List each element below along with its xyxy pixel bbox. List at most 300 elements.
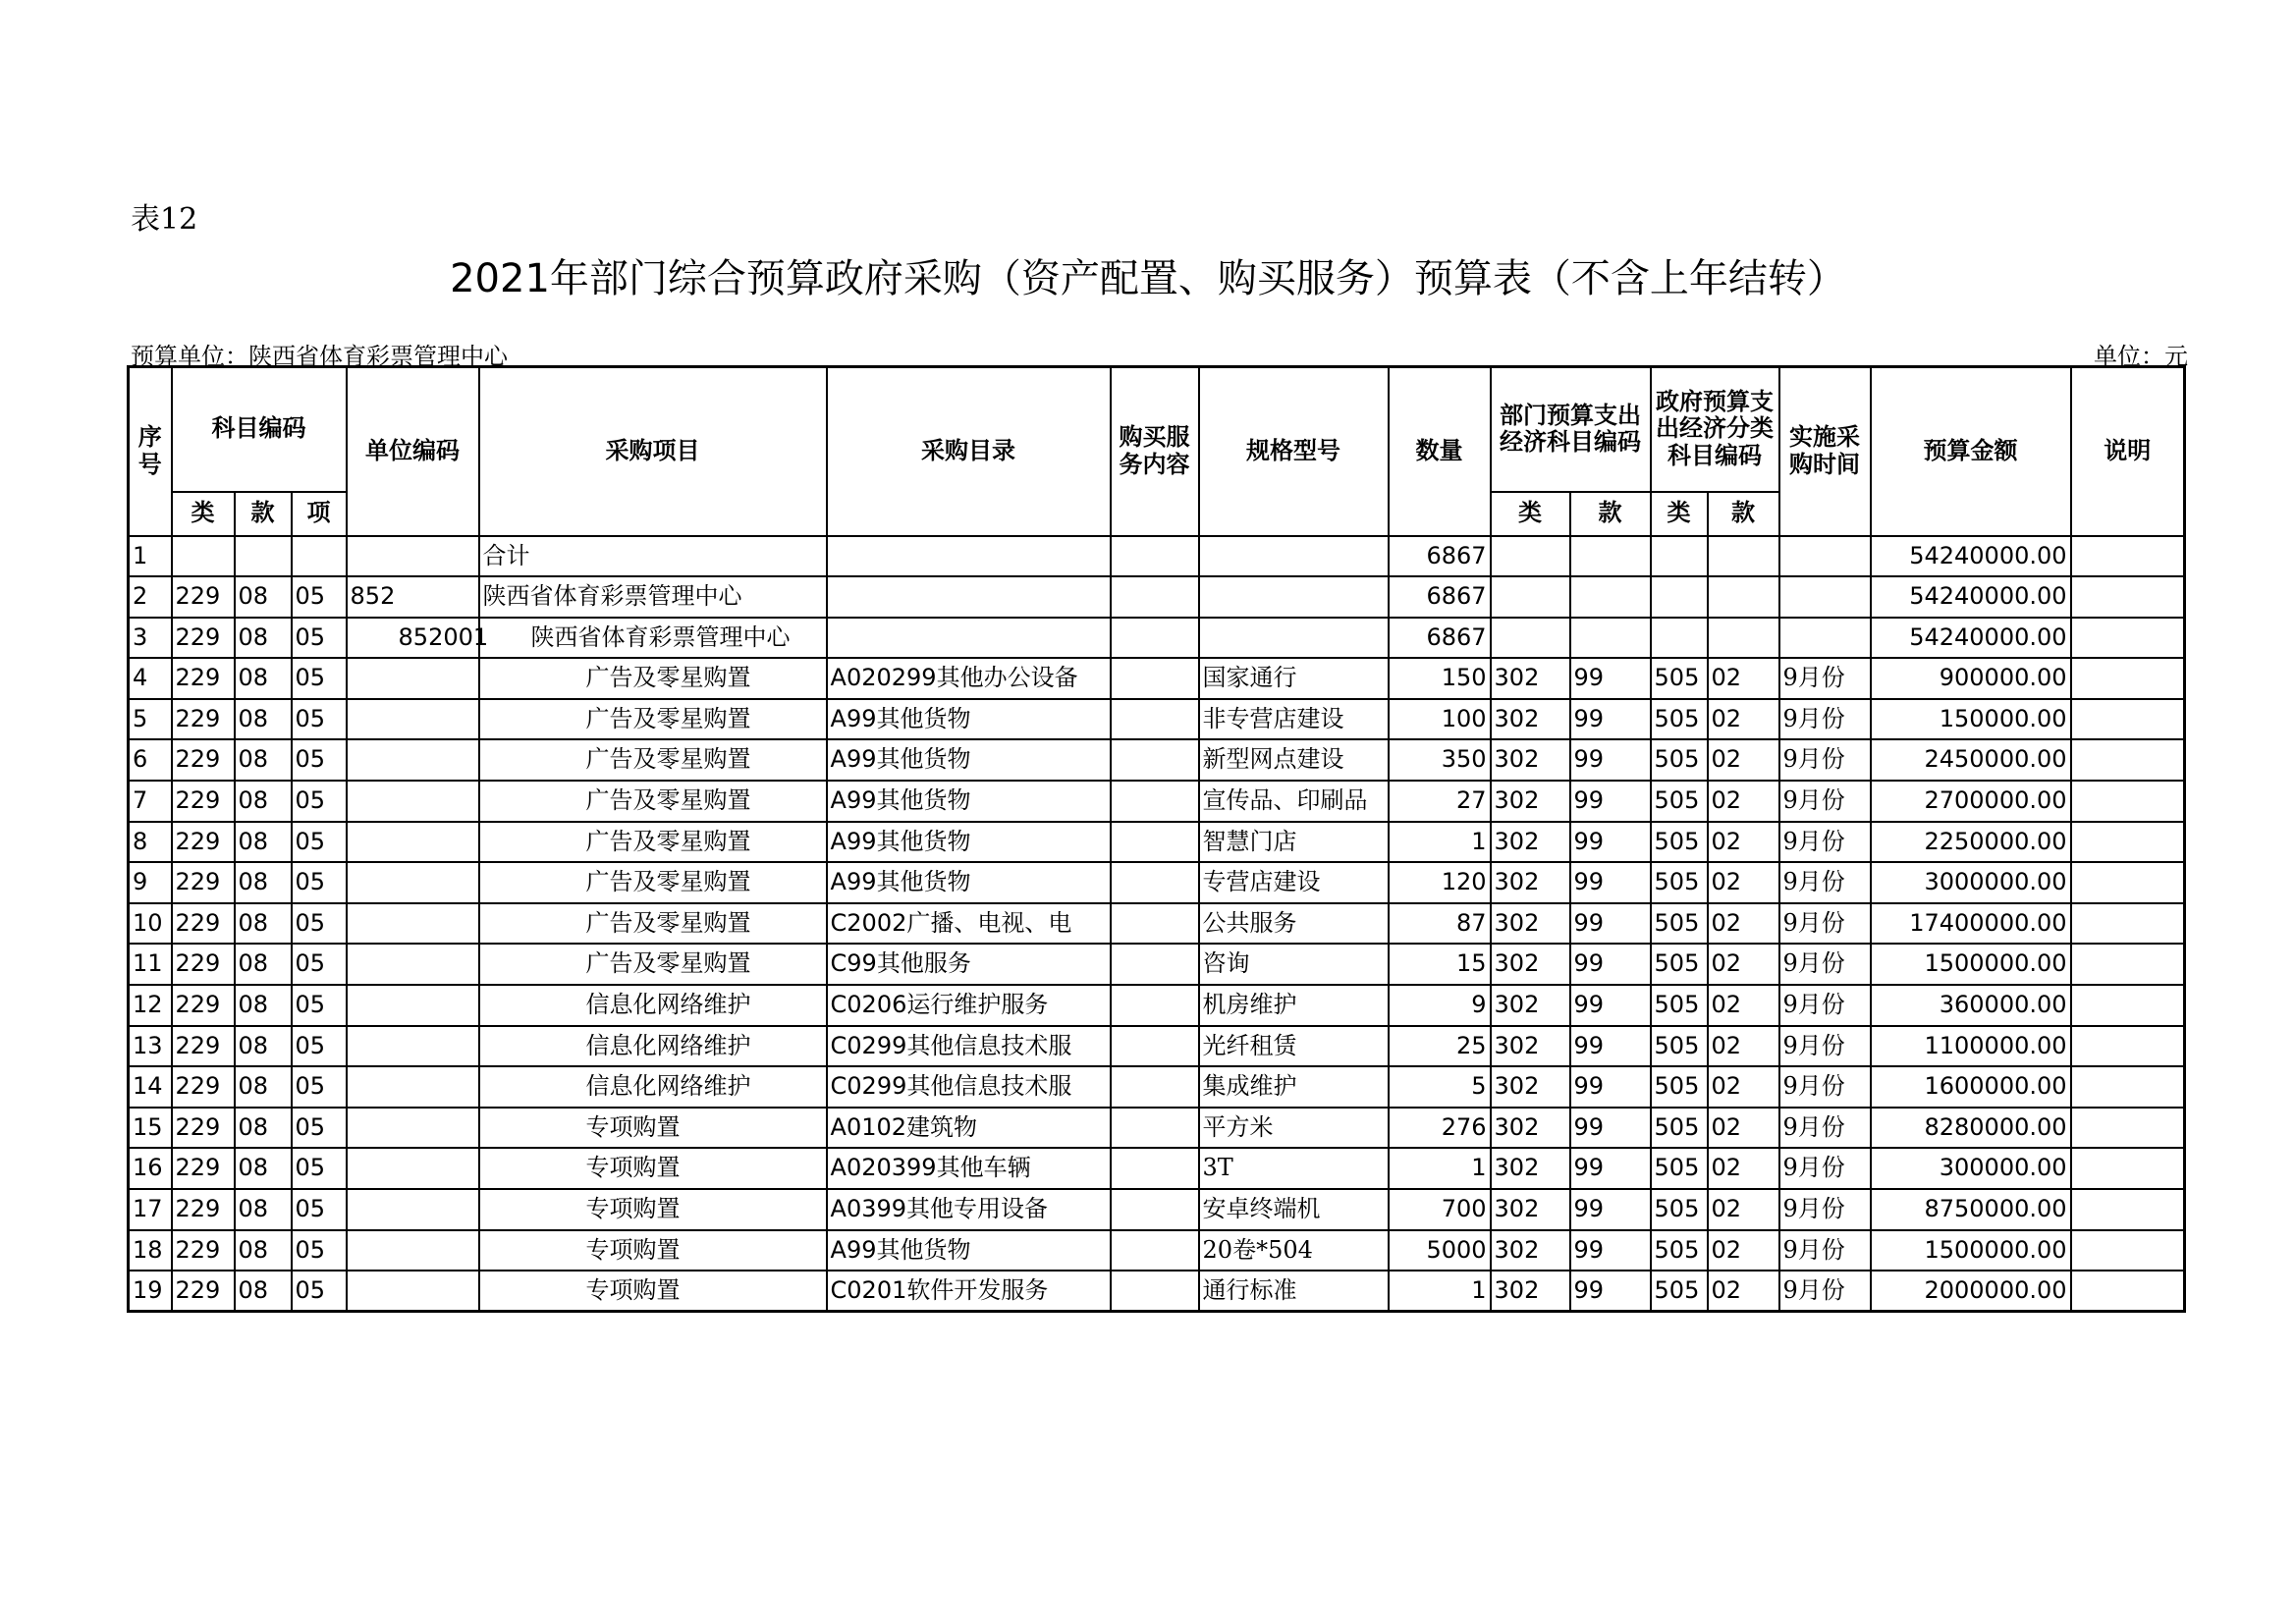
cell-seq: 1 [129, 536, 172, 577]
cell-spec: 国家通行 [1199, 658, 1389, 699]
header-qty: 数量 [1389, 367, 1491, 536]
cell-qty: 5 [1389, 1066, 1491, 1108]
cell-unit-code: 852001 [347, 618, 479, 659]
cell-amount: 2450000.00 [1871, 739, 2071, 781]
cell-dept-kuan: 99 [1570, 985, 1651, 1026]
cell-amount: 54240000.00 [1871, 536, 2071, 577]
cell-seq: 19 [129, 1271, 172, 1312]
cell-time [1779, 536, 1871, 577]
cell-qty: 1 [1389, 1148, 1491, 1189]
cell-service [1111, 699, 1199, 740]
cell-kuan: 08 [235, 1026, 292, 1067]
cell-qty: 5000 [1389, 1230, 1491, 1271]
cell-note [2071, 536, 2185, 577]
cell-gov-kuan [1708, 536, 1779, 577]
cell-dept-kuan: 99 [1570, 1066, 1651, 1108]
cell-project: 广告及零星购置 [479, 903, 827, 945]
table-row [129, 903, 2185, 945]
cell-amount: 360000.00 [1871, 985, 2071, 1026]
cell-note [2071, 576, 2185, 618]
cell-catalog [827, 536, 1111, 577]
cell-note [2071, 1148, 2185, 1189]
cell-time: 9月份 [1779, 1148, 1871, 1189]
table-row [129, 1066, 2185, 1108]
cell-gov-kuan [1708, 618, 1779, 659]
cell-catalog: C99其他服务 [827, 944, 1111, 985]
cell-gov-kuan: 02 [1708, 781, 1779, 822]
cell-note [2071, 1066, 2185, 1108]
cell-spec [1199, 618, 1389, 659]
cell-spec [1199, 576, 1389, 618]
cell-time: 9月份 [1779, 781, 1871, 822]
cell-amount: 8750000.00 [1871, 1189, 2071, 1230]
header-xiang: 项 [292, 492, 347, 536]
cell-qty: 25 [1389, 1026, 1491, 1067]
cell-gov-kuan [1708, 576, 1779, 618]
cell-dept-lei: 302 [1491, 1230, 1570, 1271]
cell-service [1111, 1189, 1199, 1230]
cell-time: 9月份 [1779, 944, 1871, 985]
cell-time [1779, 618, 1871, 659]
cell-qty: 1 [1389, 822, 1491, 863]
header-gov-econ: 政府预算支出经济分类科目编码 [1651, 367, 1779, 492]
cell-dept-kuan [1570, 618, 1651, 659]
cell-seq: 13 [129, 1026, 172, 1067]
cell-dept-lei: 302 [1491, 1271, 1570, 1312]
cell-seq: 16 [129, 1148, 172, 1189]
cell-gov-kuan: 02 [1708, 985, 1779, 1026]
cell-gov-kuan: 02 [1708, 862, 1779, 903]
cell-kuan: 08 [235, 985, 292, 1026]
cell-project: 专项购置 [479, 1108, 827, 1149]
header-service: 购买服务内容 [1111, 367, 1199, 536]
cell-unit-code [347, 985, 479, 1026]
header-gov-lei: 类 [1651, 492, 1708, 536]
table-row [129, 1189, 2185, 1230]
header-subject-code: 科目编码 [172, 367, 347, 492]
cell-note [2071, 944, 2185, 985]
cell-dept-kuan: 99 [1570, 1148, 1651, 1189]
header-seq: 序号 [129, 367, 172, 536]
cell-spec: 宣传品、印刷品 [1199, 781, 1389, 822]
cell-spec: 平方米 [1199, 1108, 1389, 1149]
cell-catalog: A99其他货物 [827, 781, 1111, 822]
cell-lei [172, 536, 235, 577]
cell-amount: 2250000.00 [1871, 822, 2071, 863]
cell-unit-code [347, 903, 479, 945]
cell-xiang: 05 [292, 576, 347, 618]
header-amount: 预算金额 [1871, 367, 2071, 536]
cell-xiang: 05 [292, 618, 347, 659]
cell-seq: 9 [129, 862, 172, 903]
cell-kuan: 08 [235, 822, 292, 863]
cell-project: 广告及零星购置 [479, 739, 827, 781]
cell-xiang: 05 [292, 739, 347, 781]
cell-spec: 安卓终端机 [1199, 1189, 1389, 1230]
cell-lei: 229 [172, 618, 235, 659]
cell-kuan: 08 [235, 739, 292, 781]
cell-dept-lei [1491, 618, 1570, 659]
cell-kuan: 08 [235, 618, 292, 659]
cell-xiang: 05 [292, 985, 347, 1026]
cell-xiang: 05 [292, 699, 347, 740]
cell-seq: 8 [129, 822, 172, 863]
cell-lei: 229 [172, 1148, 235, 1189]
cell-service [1111, 1271, 1199, 1312]
cell-unit-code [347, 658, 479, 699]
cell-amount: 2700000.00 [1871, 781, 2071, 822]
cell-spec: 公共服务 [1199, 903, 1389, 945]
cell-lei: 229 [172, 1108, 235, 1149]
cell-qty: 6867 [1389, 618, 1491, 659]
cell-note [2071, 985, 2185, 1026]
cell-qty: 15 [1389, 944, 1491, 985]
cell-project: 广告及零星购置 [479, 699, 827, 740]
cell-dept-lei: 302 [1491, 944, 1570, 985]
cell-note [2071, 781, 2185, 822]
cell-gov-lei: 505 [1651, 658, 1708, 699]
cell-seq: 15 [129, 1108, 172, 1149]
cell-dept-lei: 302 [1491, 658, 1570, 699]
cell-gov-lei: 505 [1651, 1148, 1708, 1189]
cell-dept-lei: 302 [1491, 1026, 1570, 1067]
cell-unit-code [347, 1271, 479, 1312]
procurement-budget-table [127, 365, 2186, 1313]
cell-spec: 通行标准 [1199, 1271, 1389, 1312]
cell-time: 9月份 [1779, 1108, 1871, 1149]
cell-time: 9月份 [1779, 862, 1871, 903]
cell-seq: 7 [129, 781, 172, 822]
cell-gov-lei: 505 [1651, 1026, 1708, 1067]
cell-dept-kuan: 99 [1570, 739, 1651, 781]
cell-gov-kuan: 02 [1708, 903, 1779, 945]
cell-gov-kuan: 02 [1708, 1026, 1779, 1067]
cell-service [1111, 658, 1199, 699]
table-row [129, 1230, 2185, 1271]
header-dept-kuan: 款 [1570, 492, 1651, 536]
cell-project: 广告及零星购置 [479, 658, 827, 699]
cell-seq: 10 [129, 903, 172, 945]
cell-dept-kuan: 99 [1570, 1230, 1651, 1271]
cell-gov-lei: 505 [1651, 1066, 1708, 1108]
header-gov-kuan: 款 [1708, 492, 1779, 536]
cell-project: 专项购置 [479, 1271, 827, 1312]
cell-gov-lei: 505 [1651, 862, 1708, 903]
cell-project: 信息化网络维护 [479, 985, 827, 1026]
cell-note [2071, 903, 2185, 945]
cell-xiang: 05 [292, 1026, 347, 1067]
cell-dept-kuan [1570, 576, 1651, 618]
cell-spec: 光纤租赁 [1199, 1026, 1389, 1067]
cell-kuan: 08 [235, 658, 292, 699]
table-row [129, 658, 2185, 699]
cell-amount: 1500000.00 [1871, 1230, 2071, 1271]
cell-time: 9月份 [1779, 985, 1871, 1026]
cell-kuan: 08 [235, 862, 292, 903]
cell-project: 专项购置 [479, 1189, 827, 1230]
cell-kuan [235, 536, 292, 577]
cell-seq: 18 [129, 1230, 172, 1271]
cell-gov-kuan: 02 [1708, 1271, 1779, 1312]
cell-project: 专项购置 [479, 1230, 827, 1271]
cell-dept-kuan: 99 [1570, 1189, 1651, 1230]
cell-seq: 3 [129, 618, 172, 659]
cell-seq: 11 [129, 944, 172, 985]
cell-amount: 1500000.00 [1871, 944, 2071, 985]
cell-qty: 276 [1389, 1108, 1491, 1149]
cell-project: 广告及零星购置 [479, 822, 827, 863]
table-row [129, 1108, 2185, 1149]
cell-gov-kuan: 02 [1708, 739, 1779, 781]
cell-xiang: 05 [292, 781, 347, 822]
cell-gov-lei: 505 [1651, 903, 1708, 945]
table-row [129, 1148, 2185, 1189]
header-lei: 类 [172, 492, 235, 536]
cell-unit-code: 852 [347, 576, 479, 618]
cell-project: 广告及零星购置 [479, 862, 827, 903]
cell-service [1111, 1066, 1199, 1108]
cell-gov-kuan: 02 [1708, 1108, 1779, 1149]
cell-unit-code [347, 1108, 479, 1149]
cell-catalog [827, 576, 1111, 618]
cell-amount: 54240000.00 [1871, 576, 2071, 618]
cell-project: 陕西省体育彩票管理中心 [479, 618, 827, 659]
cell-note [2071, 862, 2185, 903]
cell-gov-lei [1651, 576, 1708, 618]
cell-gov-lei: 505 [1651, 822, 1708, 863]
cell-lei: 229 [172, 822, 235, 863]
cell-lei: 229 [172, 1066, 235, 1108]
cell-lei: 229 [172, 1271, 235, 1312]
cell-kuan: 08 [235, 576, 292, 618]
cell-dept-kuan: 99 [1570, 1108, 1651, 1149]
cell-service [1111, 781, 1199, 822]
cell-catalog: C0206运行维护服务 [827, 985, 1111, 1026]
cell-project: 专项购置 [479, 1148, 827, 1189]
cell-kuan: 08 [235, 1066, 292, 1108]
cell-dept-lei: 302 [1491, 739, 1570, 781]
cell-service [1111, 1108, 1199, 1149]
cell-amount: 3000000.00 [1871, 862, 2071, 903]
cell-xiang: 05 [292, 1189, 347, 1230]
cell-gov-lei: 505 [1651, 699, 1708, 740]
cell-service [1111, 576, 1199, 618]
cell-spec: 机房维护 [1199, 985, 1389, 1026]
cell-catalog: C2002广播、电视、电 [827, 903, 1111, 945]
table-row [129, 1026, 2185, 1067]
cell-lei: 229 [172, 1230, 235, 1271]
cell-amount: 300000.00 [1871, 1148, 2071, 1189]
table-row [129, 781, 2185, 822]
cell-service [1111, 822, 1199, 863]
cell-catalog: A99其他货物 [827, 1230, 1111, 1271]
cell-xiang: 05 [292, 1108, 347, 1149]
cell-dept-lei [1491, 536, 1570, 577]
cell-lei: 229 [172, 985, 235, 1026]
cell-service [1111, 1230, 1199, 1271]
header-note: 说明 [2071, 367, 2185, 536]
cell-gov-lei: 505 [1651, 1108, 1708, 1149]
table-row [129, 985, 2185, 1026]
cell-gov-kuan: 02 [1708, 944, 1779, 985]
cell-dept-kuan: 99 [1570, 862, 1651, 903]
cell-project: 信息化网络维护 [479, 1026, 827, 1067]
cell-note [2071, 1026, 2185, 1067]
cell-dept-kuan: 99 [1570, 822, 1651, 863]
cell-note [2071, 618, 2185, 659]
cell-seq: 2 [129, 576, 172, 618]
cell-time: 9月份 [1779, 822, 1871, 863]
cell-dept-lei: 302 [1491, 781, 1570, 822]
cell-kuan: 08 [235, 1230, 292, 1271]
cell-service [1111, 944, 1199, 985]
cell-unit-code [347, 822, 479, 863]
cell-seq: 14 [129, 1066, 172, 1108]
cell-dept-lei: 302 [1491, 1066, 1570, 1108]
cell-catalog: C0201软件开发服务 [827, 1271, 1111, 1312]
cell-spec: 集成维护 [1199, 1066, 1389, 1108]
cell-xiang: 05 [292, 903, 347, 945]
cell-gov-lei: 505 [1651, 985, 1708, 1026]
cell-catalog: C0299其他信息技术服 [827, 1066, 1111, 1108]
cell-catalog: A0102建筑物 [827, 1108, 1111, 1149]
cell-gov-kuan: 02 [1708, 1148, 1779, 1189]
cell-note [2071, 1230, 2185, 1271]
cell-catalog: A020399其他车辆 [827, 1148, 1111, 1189]
cell-unit-code [347, 862, 479, 903]
cell-unit-code [347, 739, 479, 781]
cell-qty: 120 [1389, 862, 1491, 903]
cell-gov-lei: 505 [1651, 1230, 1708, 1271]
cell-dept-lei [1491, 576, 1570, 618]
cell-gov-kuan: 02 [1708, 1189, 1779, 1230]
cell-service [1111, 1026, 1199, 1067]
cell-qty: 1 [1389, 1271, 1491, 1312]
cell-qty: 100 [1389, 699, 1491, 740]
cell-gov-kuan: 02 [1708, 658, 1779, 699]
cell-spec: 非专营店建设 [1199, 699, 1389, 740]
cell-gov-lei: 505 [1651, 1189, 1708, 1230]
header-dept-lei: 类 [1491, 492, 1570, 536]
cell-qty: 87 [1389, 903, 1491, 945]
table-row [129, 618, 2185, 659]
cell-lei: 229 [172, 576, 235, 618]
cell-dept-kuan: 99 [1570, 781, 1651, 822]
cell-xiang: 05 [292, 862, 347, 903]
cell-xiang: 05 [292, 1148, 347, 1189]
cell-catalog: A99其他货物 [827, 822, 1111, 863]
cell-note [2071, 739, 2185, 781]
cell-amount: 17400000.00 [1871, 903, 2071, 945]
cell-dept-lei: 302 [1491, 1108, 1570, 1149]
cell-service [1111, 536, 1199, 577]
cell-dept-lei: 302 [1491, 1189, 1570, 1230]
cell-qty: 150 [1389, 658, 1491, 699]
cell-dept-kuan [1570, 536, 1651, 577]
cell-seq: 4 [129, 658, 172, 699]
cell-gov-kuan: 02 [1708, 822, 1779, 863]
table-row [129, 1271, 2185, 1312]
table-row [129, 944, 2185, 985]
cell-unit-code [347, 781, 479, 822]
cell-dept-kuan: 99 [1570, 944, 1651, 985]
cell-service [1111, 618, 1199, 659]
cell-note [2071, 1271, 2185, 1312]
cell-amount: 1600000.00 [1871, 1066, 2071, 1108]
cell-xiang [292, 536, 347, 577]
cell-xiang: 05 [292, 1230, 347, 1271]
cell-project: 信息化网络维护 [479, 1066, 827, 1108]
page-title: 2021年部门综合预算政府采购（资产配置、购买服务）预算表（不含上年结转） [450, 256, 1846, 301]
cell-kuan: 08 [235, 903, 292, 945]
cell-dept-lei: 302 [1491, 903, 1570, 945]
cell-project: 广告及零星购置 [479, 944, 827, 985]
cell-gov-lei: 505 [1651, 1271, 1708, 1312]
cell-kuan: 08 [235, 944, 292, 985]
cell-lei: 229 [172, 862, 235, 903]
header-time: 实施采购时间 [1779, 367, 1871, 536]
cell-lei: 229 [172, 903, 235, 945]
cell-project: 广告及零星购置 [479, 781, 827, 822]
currency-unit-label: 单位：元 [2094, 343, 2188, 370]
cell-dept-lei: 302 [1491, 985, 1570, 1026]
cell-gov-lei: 505 [1651, 739, 1708, 781]
cell-note [2071, 1189, 2185, 1230]
cell-spec: 智慧门店 [1199, 822, 1389, 863]
cell-project: 陕西省体育彩票管理中心 [479, 576, 827, 618]
cell-spec: 3T [1199, 1148, 1389, 1189]
cell-dept-kuan: 99 [1570, 1026, 1651, 1067]
cell-qty: 700 [1389, 1189, 1491, 1230]
cell-catalog: A020299其他办公设备 [827, 658, 1111, 699]
cell-gov-lei: 505 [1651, 944, 1708, 985]
table-row [129, 822, 2185, 863]
cell-qty: 27 [1389, 781, 1491, 822]
cell-lei: 229 [172, 699, 235, 740]
cell-kuan: 08 [235, 1108, 292, 1149]
table-row [129, 699, 2185, 740]
cell-time: 9月份 [1779, 903, 1871, 945]
cell-lei: 229 [172, 944, 235, 985]
header-catalog: 采购目录 [827, 367, 1111, 536]
cell-unit-code [347, 699, 479, 740]
cell-spec: 20卷*504 [1199, 1230, 1389, 1271]
table-body [129, 536, 2185, 1312]
cell-seq: 6 [129, 739, 172, 781]
cell-note [2071, 658, 2185, 699]
cell-amount: 1100000.00 [1871, 1026, 2071, 1067]
cell-time: 9月份 [1779, 699, 1871, 740]
cell-project: 合计 [479, 536, 827, 577]
header-spec: 规格型号 [1199, 367, 1389, 536]
budget-unit-label: 预算单位：陕西省体育彩票管理中心 [131, 343, 508, 370]
cell-dept-lei: 302 [1491, 862, 1570, 903]
cell-xiang: 05 [292, 944, 347, 985]
cell-unit-code [347, 1189, 479, 1230]
header-project: 采购项目 [479, 367, 827, 536]
cell-lei: 229 [172, 1189, 235, 1230]
cell-kuan: 08 [235, 699, 292, 740]
cell-xiang: 05 [292, 1066, 347, 1108]
cell-time: 9月份 [1779, 1189, 1871, 1230]
table-row [129, 739, 2185, 781]
cell-amount: 2000000.00 [1871, 1271, 2071, 1312]
cell-kuan: 08 [235, 1271, 292, 1312]
cell-service [1111, 862, 1199, 903]
cell-gov-kuan: 02 [1708, 1230, 1779, 1271]
header-unit-code: 单位编码 [347, 367, 479, 536]
cell-catalog: A99其他货物 [827, 862, 1111, 903]
